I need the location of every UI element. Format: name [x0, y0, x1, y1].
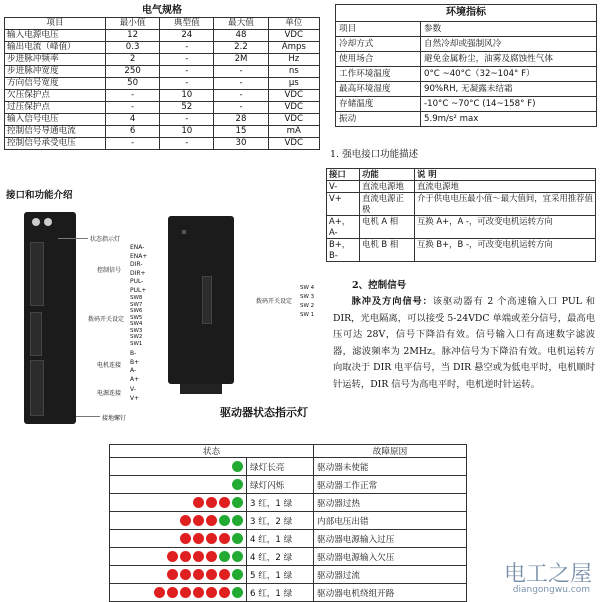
electrical-spec-cell: 30 — [214, 138, 268, 150]
watermark-name: 电工之屋 — [503, 562, 592, 587]
red-led-icon — [193, 515, 204, 526]
led-fault-reason: 内部电压出错 — [314, 512, 467, 530]
power-pin-list — [130, 386, 139, 403]
led-fault-reason: 驱动器电机绕组开路 — [314, 584, 467, 602]
pin-sw7: SW7 — [130, 301, 143, 308]
control-terminal-icon — [30, 242, 44, 306]
electrical-spec-cell: 0.3 — [106, 42, 160, 54]
green-led-icon — [232, 497, 243, 508]
environment-spec-cell: 0°C ~40°C（32~104° F） — [421, 67, 597, 82]
electrical-spec-header — [5, 18, 320, 30]
power-port-cell: V+ — [327, 193, 360, 216]
led-status-row — [110, 548, 467, 566]
side-sw2: SW 2 — [300, 303, 315, 309]
led-dots-cell — [110, 548, 247, 566]
green-led-icon — [232, 569, 243, 580]
environment-spec-cell: 自然冷却或强制风冷 — [421, 37, 597, 52]
led-status-row — [110, 512, 467, 530]
power-port-heading: 1. 强电接口功能描述 — [330, 149, 419, 160]
environment-spec-cell: 参数 — [421, 22, 597, 37]
pin-sw4: SW4 — [130, 321, 143, 327]
side-sw-list — [300, 284, 314, 320]
power-port-row — [327, 193, 596, 216]
power-port-header — [327, 169, 596, 181]
power-port-cell: 直流电源正极 — [360, 193, 415, 216]
electrical-spec-row — [5, 66, 320, 78]
electrical-spec-cell: 52 — [160, 102, 214, 114]
led-dots-cell — [110, 458, 247, 476]
electrical-spec-cell: 步进脉冲宽度 — [5, 66, 106, 78]
environment-spec-row — [336, 112, 597, 127]
pin-v-plus: V+ — [130, 394, 140, 402]
electrical-spec-row — [5, 30, 320, 42]
status-led-icon — [32, 218, 40, 226]
red-led-icon — [206, 587, 217, 598]
led-status-text: 4 红，1 绿 — [247, 530, 314, 548]
electrical-spec-cell: 250 — [106, 66, 160, 78]
led-dots-cell — [110, 530, 247, 548]
power-port-cell: 互换 B+，B -，可改变电机运转方向 — [415, 239, 596, 262]
callout-line — [58, 238, 88, 239]
electrical-spec-cell: - — [214, 78, 268, 90]
header-status: 状态 — [110, 445, 314, 458]
electrical-spec-cell: 控制信号承受电压 — [5, 138, 106, 150]
power-port-cell: 互换 A+，A -，可改变电机运转方向 — [415, 216, 596, 239]
side-sw1: SW 1 — [300, 312, 315, 318]
electrical-spec-cell: VDC — [268, 102, 319, 114]
electrical-spec-row — [5, 42, 320, 54]
control-signal-paragraph — [333, 294, 595, 393]
electrical-spec-cell: 输入信号电压 — [5, 114, 106, 126]
sw-pin-list — [130, 295, 142, 347]
control-signal-label: 控制信号 — [97, 267, 122, 274]
electrical-spec-cell: mA — [268, 126, 319, 138]
led-status-heading: 驱动器状态指示灯 — [220, 406, 308, 419]
electrical-spec-table — [4, 4, 320, 150]
pin-ena-minus: ENA- — [130, 244, 145, 251]
control-pin-list — [130, 244, 147, 295]
electrical-spec-cell: - — [160, 54, 214, 66]
electrical-spec-cell: 输出电流（峰值） — [5, 42, 106, 54]
electrical-spec-cell: 欠压保护点 — [5, 90, 106, 102]
electrical-spec-row — [5, 54, 320, 66]
led-dots-cell — [110, 476, 247, 494]
led-fault-reason: 驱动器未使能 — [314, 458, 467, 476]
power-terminal-icon — [30, 360, 44, 416]
electrical-spec-cell: 50 — [106, 78, 160, 90]
led-status-text: 绿灯长亮 — [247, 458, 314, 476]
led-fault-reason: 驱动器过热 — [314, 494, 467, 512]
electrical-spec-cell: - — [214, 66, 268, 78]
environment-spec-row — [336, 82, 597, 97]
watermark-url: diangongwu.com — [512, 585, 590, 595]
status-light-label: 状态指示灯 — [90, 236, 121, 243]
green-led-icon — [232, 461, 243, 472]
pin-dir-minus: DIR- — [130, 261, 143, 268]
header-port: 接口 — [327, 169, 360, 181]
header-description: 说 明 — [415, 169, 596, 181]
power-port-cell: 电机 B 相 — [360, 239, 415, 262]
pin-b-plus: B+ — [130, 358, 140, 366]
power-port-cell: 电机 A 相 — [360, 216, 415, 239]
red-led-icon — [180, 515, 191, 526]
header-fault-reason: 故障原因 — [314, 445, 467, 458]
header-function: 功能 — [360, 169, 415, 181]
motor-connection-label: 电机连接 — [97, 362, 122, 369]
pin-v-minus: V- — [130, 386, 136, 393]
electrical-spec-cell: 输入电源电压 — [5, 30, 106, 42]
environment-spec-cell: 工作环境温度 — [336, 67, 421, 82]
electrical-spec-cell: 过压保护点 — [5, 102, 106, 114]
green-led-icon — [232, 551, 243, 562]
electrical-spec-cell: Amps — [268, 42, 319, 54]
pin-pul-plus: PUL+ — [130, 286, 147, 294]
red-led-icon — [206, 569, 217, 580]
green-led-icon — [232, 479, 243, 490]
electrical-spec-cell: 方向信号宽度 — [5, 78, 106, 90]
environment-spec-cell: 使用场合 — [336, 52, 421, 67]
red-led-icon — [193, 497, 204, 508]
pin-dir-plus: DIR+ — [130, 269, 146, 277]
driver-side-image — [168, 216, 234, 384]
electrical-spec-row — [5, 114, 320, 126]
electrical-spec-cell: VDC — [268, 90, 319, 102]
callout-line — [76, 416, 100, 417]
led-status-text: 3 红，1 绿 — [247, 494, 314, 512]
electrical-spec-cell: - — [160, 78, 214, 90]
red-led-icon — [167, 587, 178, 598]
electrical-spec-row — [5, 90, 320, 102]
electrical-spec-cell: 12 — [106, 30, 160, 42]
red-led-icon — [180, 533, 191, 544]
red-led-icon — [206, 497, 217, 508]
red-led-icon — [193, 569, 204, 580]
electrical-spec-cell: - — [214, 90, 268, 102]
environment-spec-cell: 90%RH, 无凝露未结霜 — [421, 82, 597, 97]
side-dip-switch-label: 拨码开关设定 — [256, 298, 293, 305]
green-led-icon — [232, 587, 243, 598]
electrical-spec-cell: - — [160, 66, 214, 78]
environment-spec-row — [336, 22, 597, 37]
electrical-spec-cell: - — [160, 114, 214, 126]
pin-a-minus: A- — [130, 367, 137, 374]
pin-sw5: SW5 — [130, 314, 143, 321]
electrical-spec-row — [5, 126, 320, 138]
driver-base-icon — [180, 384, 222, 394]
electrical-spec-cell: 步进脉冲频率 — [5, 54, 106, 66]
electrical-spec-cell: 2M — [214, 54, 268, 66]
red-led-icon — [219, 587, 230, 598]
led-fault-reason: 驱动器电源输入欠压 — [314, 548, 467, 566]
control-signal-heading: 2、控制信号 — [352, 280, 407, 291]
header-min: 最小值 — [106, 18, 160, 30]
electrical-spec-cell: - — [106, 138, 160, 150]
led-fault-reason: 驱动器过流 — [314, 566, 467, 584]
pin-sw2: SW2 — [130, 334, 143, 340]
power-port-cell: V- — [327, 181, 360, 193]
ground-screw-label: 接地螺钉 — [102, 415, 127, 422]
header-max: 最大值 — [214, 18, 268, 30]
environment-spec-row — [336, 52, 597, 67]
red-led-icon — [180, 587, 191, 598]
control-signal-lead: 脉冲及方向信号： — [351, 296, 433, 307]
power-port-cell: B+，B- — [327, 239, 360, 262]
electrical-spec-cell: VDC — [268, 138, 319, 150]
environment-spec-cell: 存储温度 — [336, 97, 421, 112]
led-status-header — [110, 445, 467, 458]
electrical-spec-cell: 控制信号导通电流 — [5, 126, 106, 138]
electrical-spec-row — [5, 138, 320, 150]
red-led-icon — [193, 533, 204, 544]
led-status-text: 6 红，1 绿 — [247, 584, 314, 602]
led-dots-cell — [110, 566, 247, 584]
electrical-spec-row — [5, 78, 320, 90]
side-sw3: SW 3 — [300, 294, 315, 300]
pin-sw8: SW8 — [130, 295, 143, 301]
power-port-table — [326, 168, 596, 262]
dip-switch-icon — [30, 312, 42, 356]
environment-spec-row — [336, 97, 597, 112]
green-led-icon — [232, 533, 243, 544]
environment-spec-cell: 5.9m/s² max — [421, 112, 597, 127]
electrical-spec-cell: 10 — [160, 90, 214, 102]
status-led-icon — [44, 218, 52, 226]
led-status-row — [110, 566, 467, 584]
environment-spec-row — [336, 37, 597, 52]
power-port-row — [327, 216, 596, 239]
pin-sw3: SW3 — [130, 327, 143, 334]
power-port-row — [327, 181, 596, 193]
electrical-spec-row — [5, 102, 320, 114]
pin-sw1: SW1 — [130, 340, 143, 347]
power-port-cell: A+，A- — [327, 216, 360, 239]
electrical-spec-cell: 10 — [160, 126, 214, 138]
electrical-spec-cell: 6 — [106, 126, 160, 138]
red-led-icon — [219, 533, 230, 544]
environment-spec-cell: 避免金属粉尘，油雾及腐蚀性气体 — [421, 52, 597, 67]
red-led-icon — [167, 569, 178, 580]
electrical-spec-cell: - — [160, 138, 214, 150]
environment-spec-row — [336, 67, 597, 82]
led-status-row — [110, 530, 467, 548]
led-status-row — [110, 494, 467, 512]
power-port-row — [327, 239, 596, 262]
environment-spec-cell: 振动 — [336, 112, 421, 127]
red-led-icon — [180, 551, 191, 562]
red-led-icon — [193, 587, 204, 598]
green-led-icon — [219, 515, 230, 526]
header-typ: 典型值 — [160, 18, 214, 30]
electrical-spec-cell: Hz — [268, 54, 319, 66]
red-led-icon — [206, 515, 217, 526]
header-item: 项目 — [5, 18, 106, 30]
led-status-table — [109, 444, 467, 602]
interface-heading: 接口和功能介绍 — [6, 190, 73, 201]
pin-pul-minus: PUL- — [130, 278, 144, 285]
electrical-spec-cell: 15 — [214, 126, 268, 138]
pin-a-plus: A+ — [130, 375, 140, 383]
red-led-icon — [219, 497, 230, 508]
side-sw4: SW 4 — [300, 285, 315, 291]
led-fault-reason: 驱动器工作正常 — [314, 476, 467, 494]
environment-spec-cell: 冷却方式 — [336, 37, 421, 52]
electrical-spec-cell: 48 — [214, 30, 268, 42]
electrical-spec-cell: 2.2 — [214, 42, 268, 54]
control-signal-text: 该驱动器有 2 个高速输入口 PUL 和 DIR，光电隔离，可以接受 5-24VDC 单端或差分信号，最高电压可达 28V，信号下降沿有效。信号输入口有高速数字滤波器，滤波频率为 2MHz。脉冲信号为下降沿有效。电机运转方向取决于 DIR 电平信号，当 DIR 悬空或为低电平时，电机顺时针运转，DIR 信号为高电平时，电机逆时针运转。 — [333, 296, 595, 390]
power-connection-label: 电源连接 — [97, 390, 122, 397]
electrical-spec-cell: μs — [268, 78, 319, 90]
power-port-cell: 直流电源地 — [415, 181, 596, 193]
electrical-spec-cell: 2 — [106, 54, 160, 66]
green-led-icon — [232, 515, 243, 526]
electrical-spec-cell: VDC — [268, 114, 319, 126]
electrical-spec-cell: ns — [268, 66, 319, 78]
electrical-spec-cell: - — [106, 102, 160, 114]
electrical-spec-cell: 24 — [160, 30, 214, 42]
red-led-icon — [206, 551, 217, 562]
environment-spec-title: 环境指标 — [336, 5, 597, 22]
environment-spec-table — [335, 4, 597, 127]
led-status-row — [110, 476, 467, 494]
led-dots-cell — [110, 494, 247, 512]
led-status-text: 5 红，1 绿 — [247, 566, 314, 584]
pin-sw6: SW6 — [130, 308, 143, 314]
electrical-spec-cell: 4 — [106, 114, 160, 126]
red-led-icon — [193, 551, 204, 562]
led-status-text: 绿灯闪烁 — [247, 476, 314, 494]
led-fault-reason: 驱动器电源输入过压 — [314, 530, 467, 548]
red-led-icon — [167, 551, 178, 562]
environment-spec-cell: -10°C ~70°C (14~158° F) — [421, 97, 597, 112]
electrical-spec-cell: - — [214, 102, 268, 114]
environment-spec-cell: 项目 — [336, 22, 421, 37]
led-status-text: 3 红，2 绿 — [247, 512, 314, 530]
header-unit: 单位 — [268, 18, 319, 30]
power-port-cell: 直流电源地 — [360, 181, 415, 193]
electrical-spec-title: 电气规格 — [142, 5, 182, 16]
electrical-spec-cell: - — [160, 42, 214, 54]
electrical-spec-cell: - — [106, 90, 160, 102]
led-status-row — [110, 458, 467, 476]
environment-spec-cell: 最高环境湿度 — [336, 82, 421, 97]
dip-switch-label: 拨码开关设定 — [88, 316, 125, 323]
red-led-icon — [154, 587, 165, 598]
mount-hole-icon — [182, 230, 186, 234]
red-led-icon — [206, 533, 217, 544]
red-led-icon — [219, 569, 230, 580]
electrical-spec-cell: VDC — [268, 30, 319, 42]
power-port-cell: 介于供电电压最小值～最大值间，宜采用推荐值 — [415, 193, 596, 216]
led-status-text: 4 红，2 绿 — [247, 548, 314, 566]
pin-b-minus: B- — [130, 350, 137, 357]
side-dip-switch-icon — [202, 276, 212, 324]
led-dots-cell — [110, 512, 247, 530]
green-led-icon — [219, 551, 230, 562]
motor-pin-list — [130, 350, 139, 384]
driver-front-image — [24, 212, 76, 424]
red-led-icon — [180, 569, 191, 580]
electrical-spec-cell: 28 — [214, 114, 268, 126]
pin-ena-plus: ENA+ — [130, 252, 148, 260]
